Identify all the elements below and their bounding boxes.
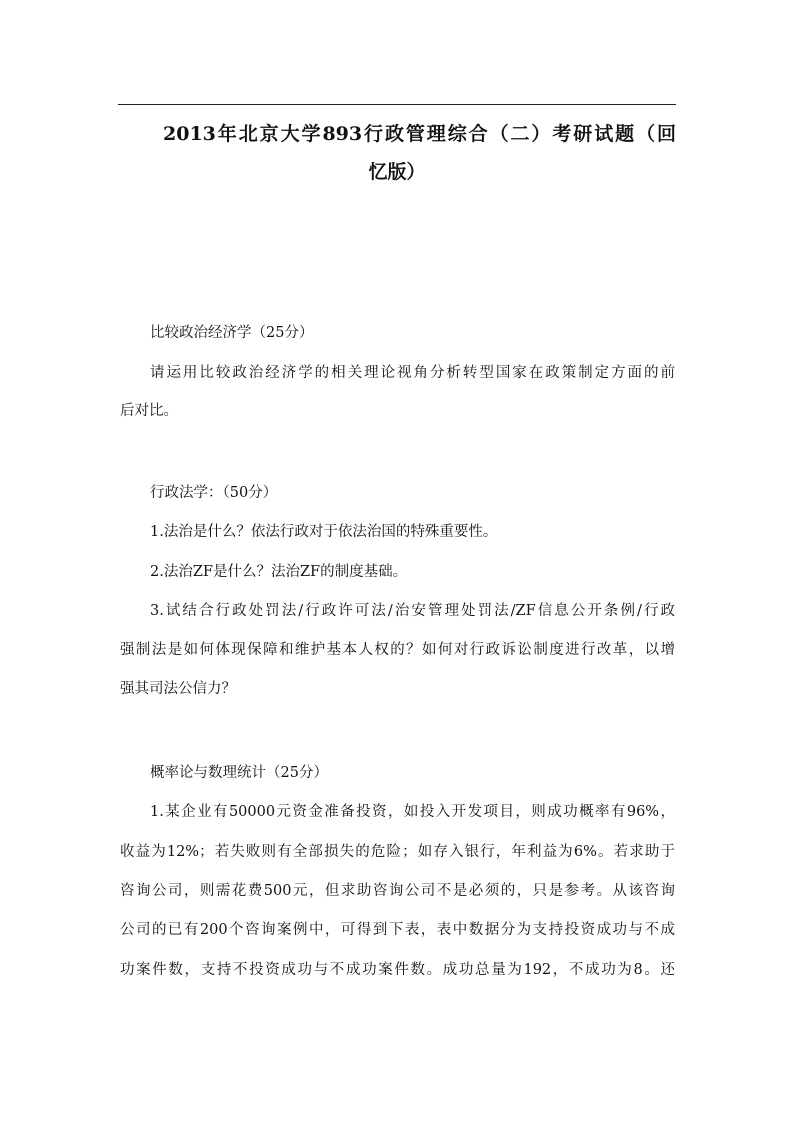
paragraph-line: 强制法是如何体现保障和维护基本人权的？如何对行政诉讼制度进行改革，以增 — [120, 642, 675, 658]
document-title-continued: 忆版） — [368, 161, 426, 183]
paragraph-line: 收益为12%；若失败则有全部损失的危险；如存入银行，年利益为6%。若求助于 — [120, 844, 675, 860]
paragraph-line: 请运用比较政治经济学的相关理论视角分析转型国家在政策制定方面的前 — [150, 365, 675, 381]
paragraph-line: 强其司法公信力？ — [120, 681, 236, 697]
paragraph-line: 1.某企业有50000元资金准备投资，如投入开发项目，则成功概率有96%， — [150, 804, 675, 820]
paragraph-line: 后对比。 — [120, 403, 178, 419]
header-rule — [118, 104, 676, 105]
paragraph-line: 1.法治是什么？依法行政对于依法治国的特殊重要性。 — [150, 524, 498, 540]
paragraph-line: 2.法治ZF是什么？法治ZF的制度基础。 — [150, 564, 408, 580]
paragraph-line: 公司的已有200个咨询案例中，可得到下表，表中数据分为支持投资成功与不成 — [120, 922, 675, 938]
document-title: 2013年北京大学893行政管理综合（二）考研试题（回 — [163, 123, 676, 145]
paragraph-line: 3.试结合行政处罚法/行政许可法/治安管理处罚法/ZF信息公开条例/行政 — [150, 603, 675, 619]
section-heading: 概率论与数理统计（25分） — [150, 765, 328, 781]
section-heading: 行政法学：（50分） — [150, 485, 278, 501]
paragraph-line: 功案件数，支持不投资成功与不成功案件数。成功总量为192，不成功为8。还 — [120, 962, 675, 978]
paragraph-line: 咨询公司，则需花费500元，但求助咨询公司不是必须的，只是参考。从该咨询 — [120, 883, 675, 899]
section-heading: 比较政治经济学（25分） — [150, 325, 314, 341]
